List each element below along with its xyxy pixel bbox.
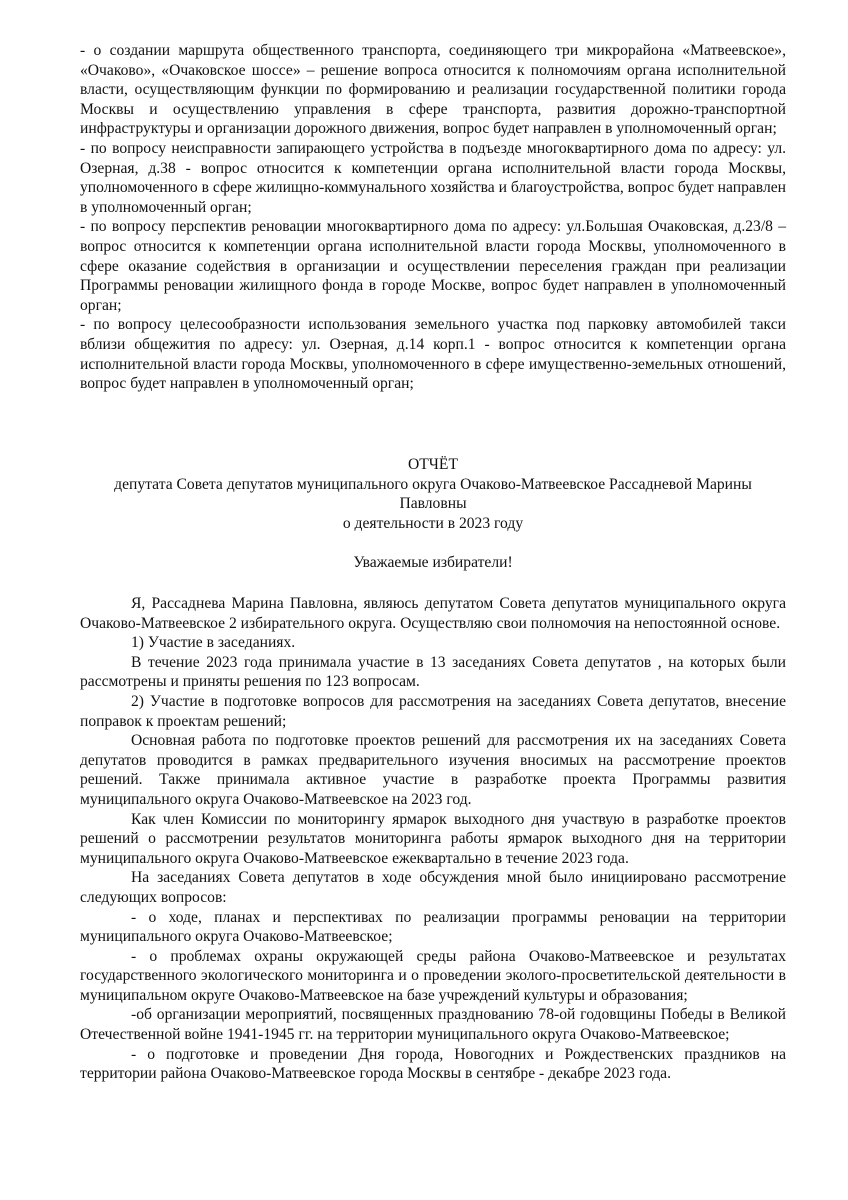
body-paragraph: - о подготовке и проведении Дня города, Новогодних и Рождественских праздников на территории района Очаково-Матвеевское города Москвы в сентябре - декабре 2023 года. [80,1045,786,1083]
report-body [80,594,786,1084]
body-paragraph: Я, Рассаднева Марина Павловна, являюсь депутатом Совета депутатов муниципального округа Очаково-Матвеевское 2 избирательного округа. Осуществляю свои полномочия на непостоянной основе. [80,595,786,632]
body-paragraph: Как член Комиссии по мониторингу ярмарок выходного дня участвую в разработке проектов решений о рассмотрении результатов мониторинга работы ярмарок выходного дня на территории муниципального округа Очаково-Матвеевское ежеквартально в течение 2023 года. [80,810,786,867]
report-subtitle-line3: о деятельности в 2023 году [342,514,524,532]
list-item: - по вопросу перспектив реновации многоквартирного дома по адресу: ул.Большая Очаковская, д.23/8 –вопрос относится к компетенции органа исполнительной власти города Москвы, уполномоченного в сфере оказание содействия в организации и осуществлении переселения граждан при реализации Программы реновации жилищного фонда в городе Москве, вопрос будет направлен в уполномоченный орган; [80,218,786,314]
body-paragraph: -об организации мероприятий, посвященных празднованию 78-ой годовщины Победы в Великой Отечественной войне 1941-1945 гг. на территории муниципального округа Очаково-Матвеевское; [80,1006,786,1044]
report-title: ОТЧЁТ [408,456,458,473]
greeting-block [60,553,806,573]
report-subtitle-line1: депутата Совета депутатов муниципального округа Очаково-Матвеевское Рассадневой Марины [114,475,752,493]
body-paragraph: 1) Участие в заседаниях. [131,634,296,652]
list-item: - по вопросу неисправности запирающего устройства в подъезде многоквартирного дома по адресу: ул. Озерная, д.38 - вопрос относится к компетенции органа исполнительной власти города Москвы, уполномоченного в сфере жилищно-коммунального хозяйства и благоустройства, вопрос будет направлен в уполномоченный орган; [80,139,786,216]
body-paragraph: - о ходе, планах и перспективах по реализации программы реновации на территории муниципального округа Очаково-Матвеевское; [80,908,786,946]
body-paragraph: 2) Участие в подготовке вопросов для рассмотрения на заседаниях Совета депутатов, внесение поправок к проектам решений; [80,692,786,730]
body-paragraph: - о проблемах охраны окружающей среды района Очаково-Матвеевское и результатах государственного экологического мониторинга и о проведении эколого-просветительской деятельности в муниципальном округе Очаково-Матвеевское на базе учреждений культуры и образования; [80,947,786,1004]
body-paragraph: Основная работа по подготовке проектов решений для рассмотрения их на заседаниях Совета депутатов проводится в рамках предварительного изучения вносимых на рассмотрение проектов решений. Также принимала активное участие в разработке проекта Программы развития муниципального округа Очаково-Матвеевское на 2023 год. [80,732,786,808]
list-item: - по вопросу целесообразности использования земельного участка под парковку автомобилей такси вблизи общежития по адресу: ул. Озерная, д.14 корп.1 - вопрос относится к компетенции органа исполнительной власти города Москвы, уполномоченного в сфере имущественно-земельных отношений, вопрос будет направлен в уполномоченный орган; [80,316,786,393]
report-subtitle-line2: Павловны [399,495,467,513]
list-item: - о создании маршрута общественного транспорта, соединяющего три микрорайона «Матвеевское», «Очаково», «Очаковское шоссе» – решение вопроса относится к полномочиям органа исполнительной власти, осуществляющим функции по формированию и реализации государственной политики города Москвы и осуществлению управления в сфере транспорта, развития дорожно-транспортной инфраструктуры и организации дорожного движения, вопрос будет направлен в уполномоченный орган; [80,42,786,138]
greeting: Уважаемые избиратели! [353,554,513,571]
report-heading [60,455,806,533]
top-issues-list [80,41,786,394]
body-paragraph: На заседаниях Совета депутатов в ходе обсуждения мной было инициировано рассмотрение следующих вопросов: [80,869,786,906]
body-paragraph: В течение 2023 года принимала участие в 13 заседаниях Совета депутатов , на которых были рассмотрены и приняты решения по 123 вопросам. [80,653,786,691]
